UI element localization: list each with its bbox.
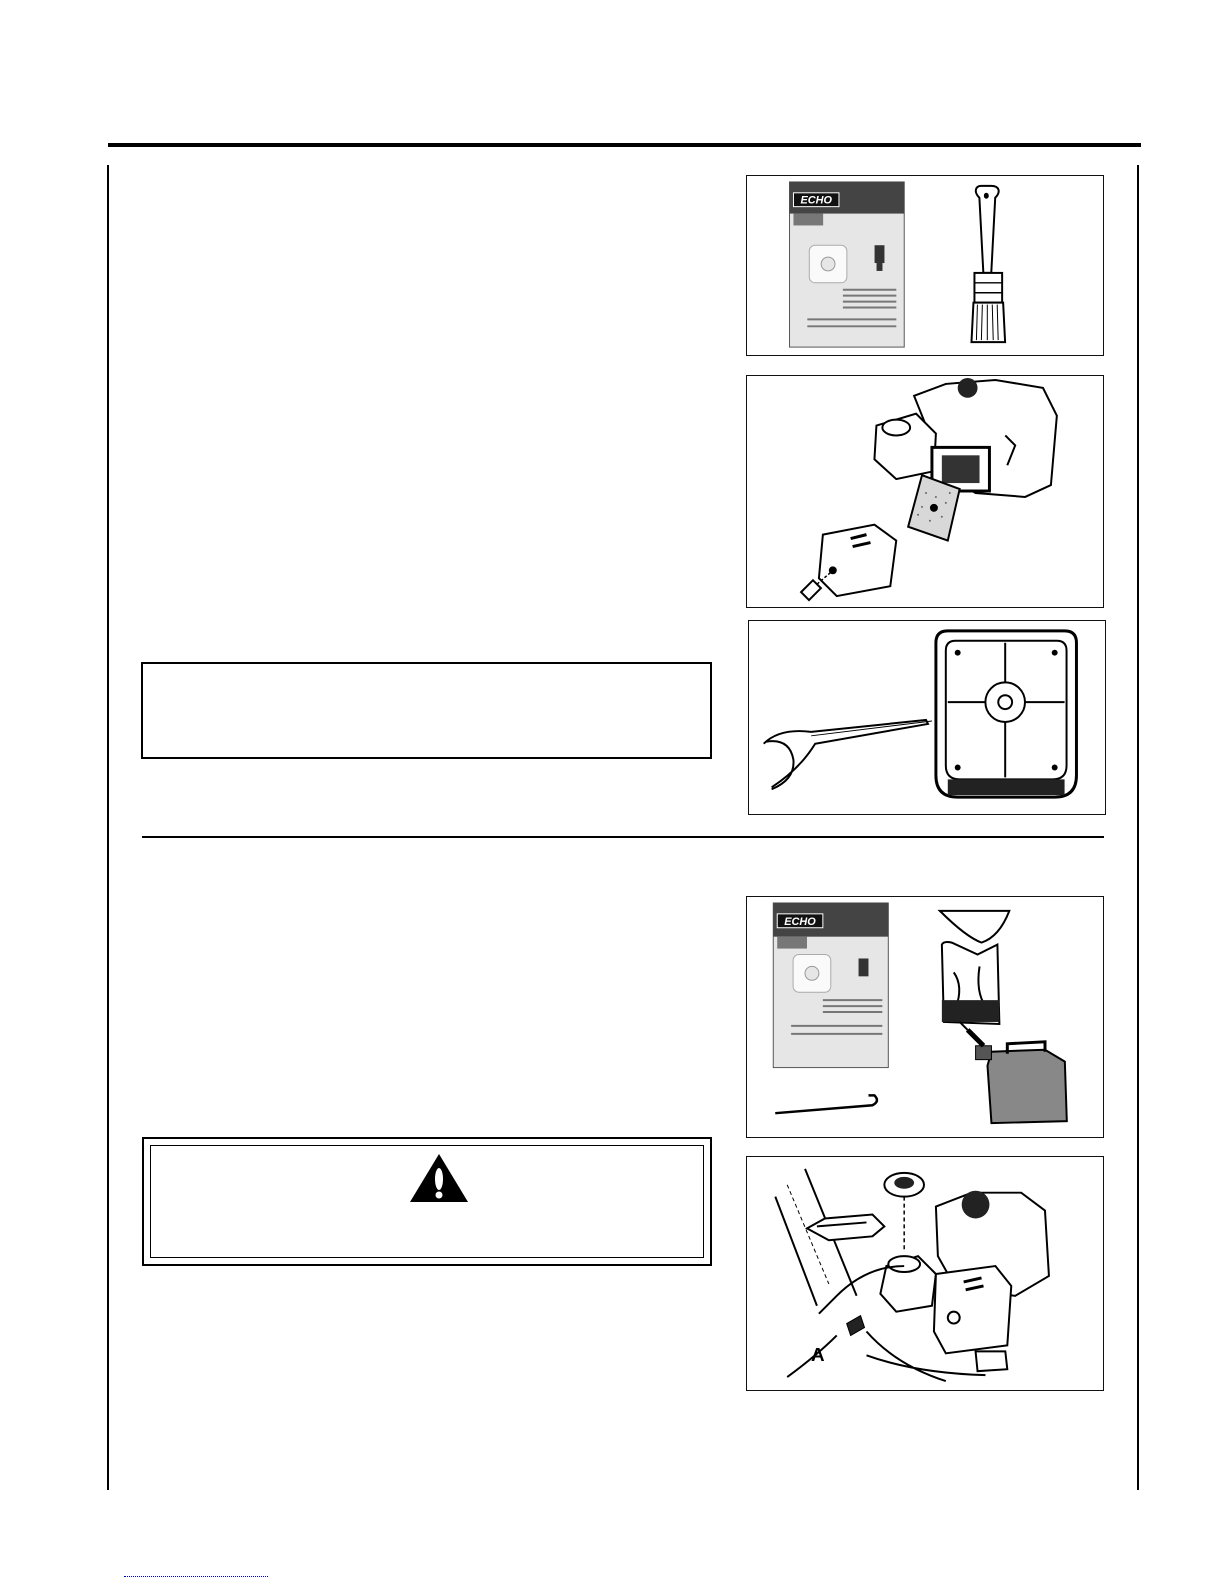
fuel-filter-tools-illustration — [747, 897, 1103, 1137]
section-divider — [142, 836, 1104, 838]
callout-label-a: A — [810, 1344, 825, 1366]
warning-box — [142, 1137, 712, 1266]
air-filter-exploded-illustration — [747, 376, 1103, 607]
header-rule — [108, 143, 1141, 147]
warning-triangle-icon — [408, 1152, 470, 1204]
figure-air-filter-cover-cleaning — [748, 620, 1106, 815]
note-box — [141, 662, 712, 759]
right-margin-rule — [1137, 165, 1139, 1490]
kit-brand-label-2: ECHO — [784, 915, 816, 928]
kit-brand-label: ECHO — [800, 194, 832, 207]
filter-cover-cleaning-illustration — [749, 621, 1105, 814]
figure-fuel-filter-kit-tools — [746, 896, 1104, 1138]
figure-air-filter-kit-and-brush — [746, 175, 1104, 356]
bottom-link-underline[interactable] — [124, 1576, 268, 1577]
left-margin-rule — [107, 165, 109, 1490]
figure-air-filter-exploded-view — [746, 375, 1104, 608]
filter-kit-and-brush-illustration — [747, 176, 1103, 355]
fuel-filter-engine-illustration — [747, 1157, 1103, 1390]
figure-fuel-filter-engine-view — [746, 1156, 1104, 1391]
